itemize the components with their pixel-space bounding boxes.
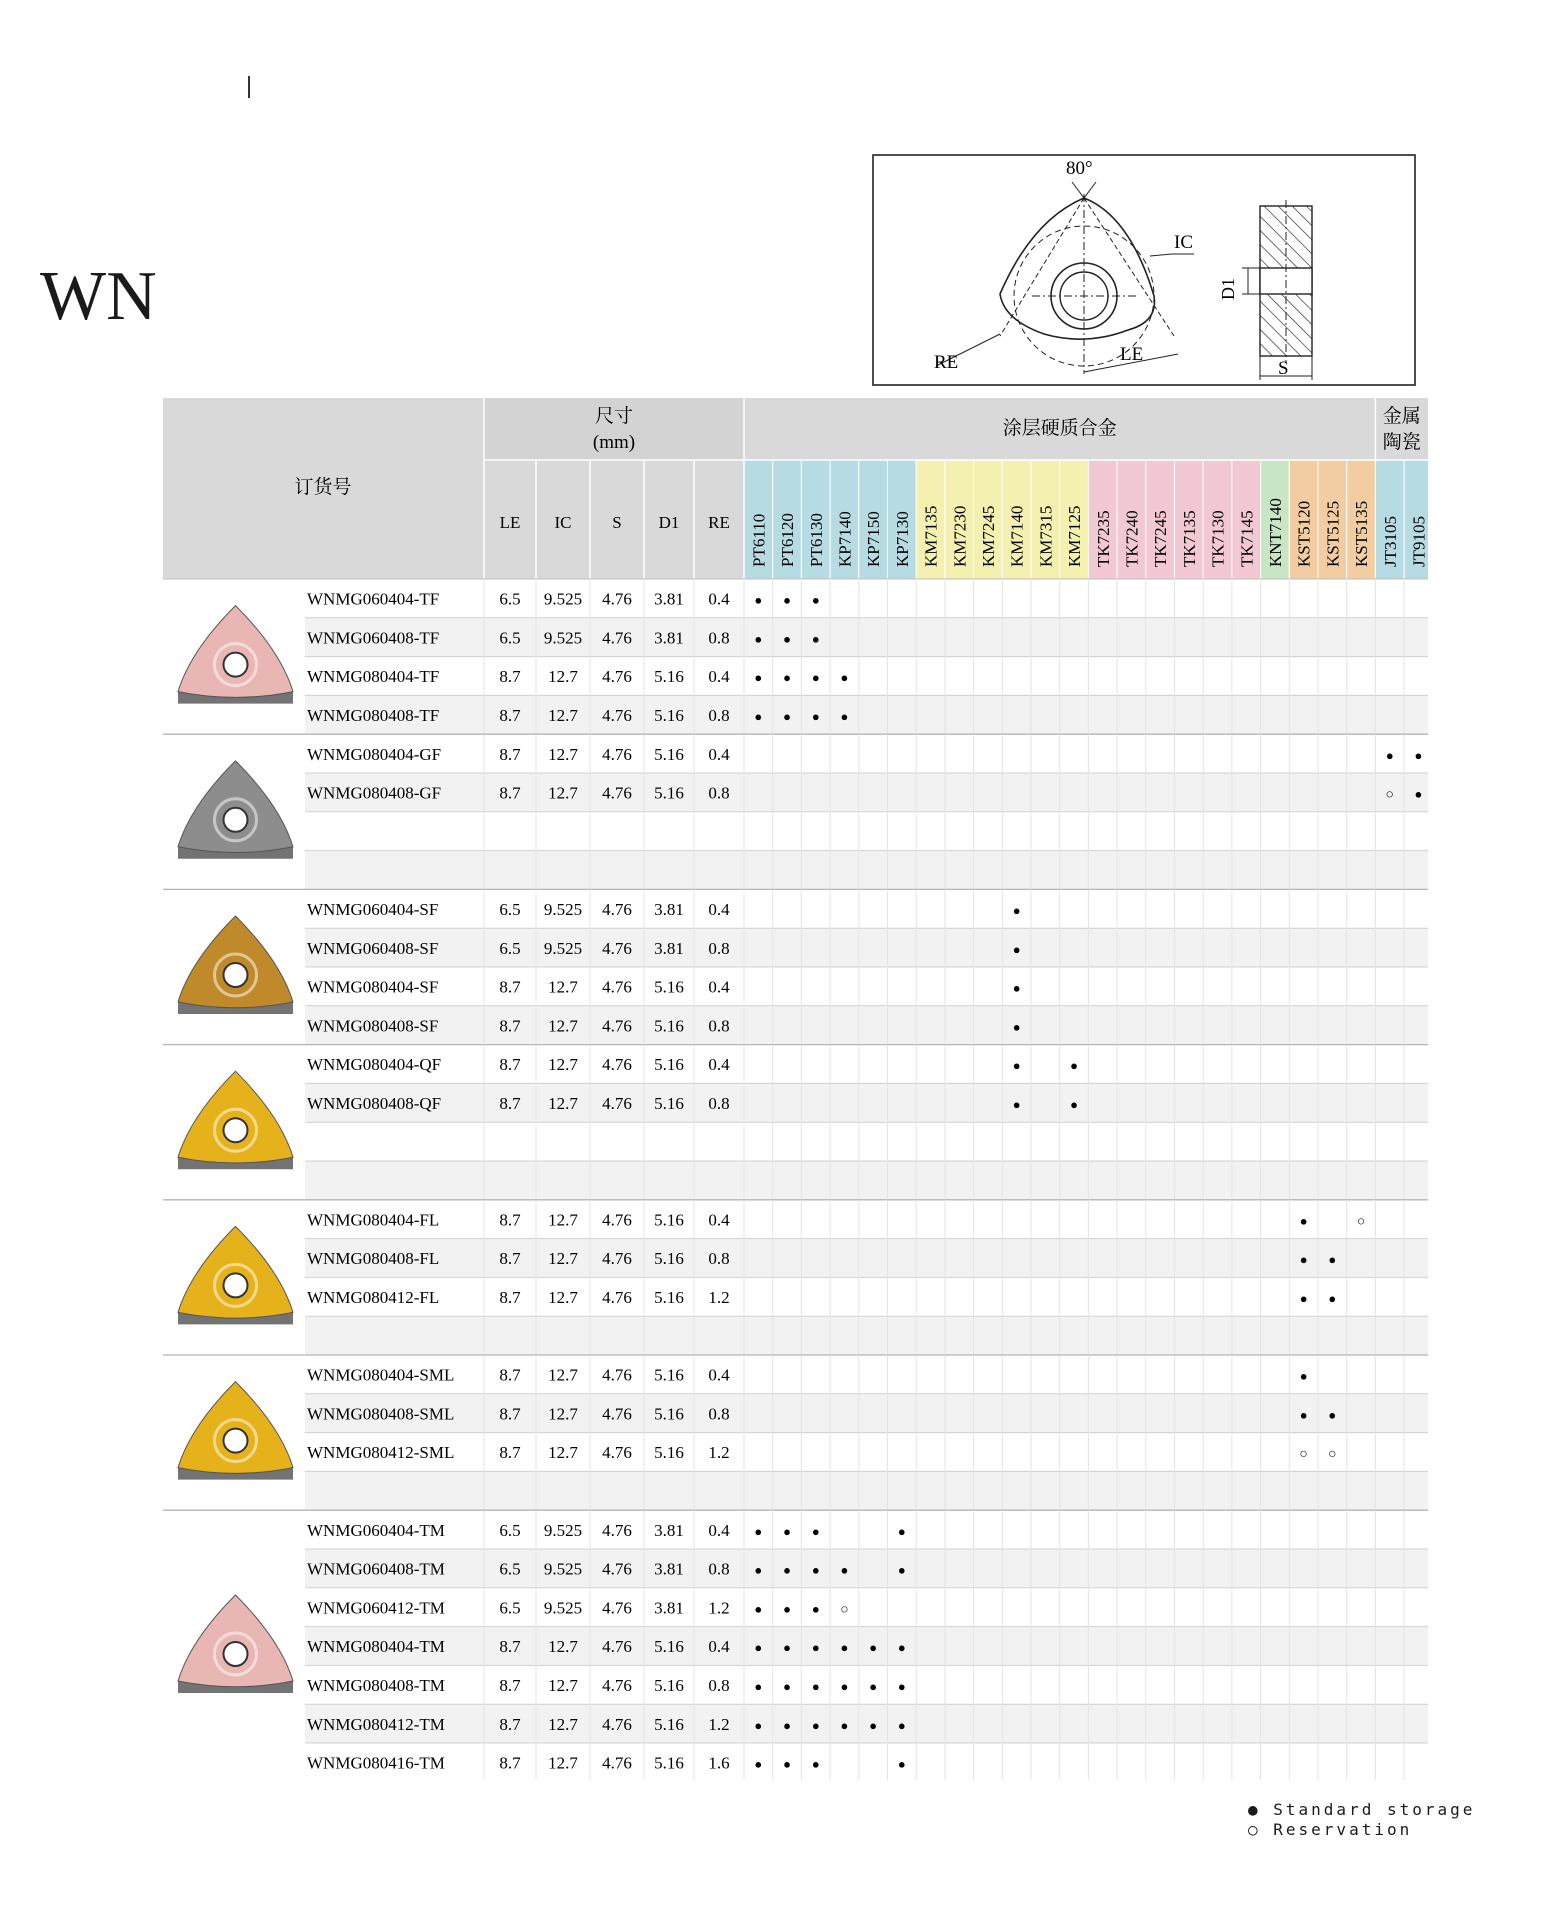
- availability-mark: ●: [811, 1679, 820, 1695]
- availability-mark: ●: [840, 1679, 849, 1695]
- availability-mark: ●: [811, 709, 820, 725]
- dim-s: 4.76: [602, 1016, 632, 1036]
- text-cursor: [248, 76, 250, 98]
- row-stripe: [305, 928, 1428, 967]
- dim-le: 8.7: [499, 744, 521, 764]
- product-table: [163, 398, 1428, 1780]
- dim-s: 4.76: [602, 1637, 632, 1657]
- order-code: WNMG080404-QF: [307, 1055, 442, 1075]
- dim-re: 1.2: [708, 1443, 730, 1463]
- row-stripe: [305, 695, 1428, 734]
- order-code: WNMG060404-SF: [307, 900, 439, 920]
- dim-d1: 5.16: [654, 706, 684, 726]
- dim-ic: 9.525: [543, 628, 583, 648]
- dim-ic: 12.7: [548, 1055, 578, 1075]
- grade-header-km7230: KM7230: [950, 505, 970, 567]
- row-stripe: [305, 1161, 1428, 1200]
- row-stripe: [305, 1006, 1428, 1045]
- availability-mark: ●: [783, 1640, 791, 1656]
- dim-re: 1.6: [708, 1753, 730, 1773]
- dim-s: 4.76: [602, 1404, 632, 1424]
- grade-header-kp7130: KP7130: [892, 511, 912, 567]
- grade-header-tk7245: TK7245: [1151, 510, 1171, 567]
- dim-re: 0.8: [708, 1559, 730, 1579]
- availability-mark: ●: [811, 1640, 820, 1656]
- availability-mark: ●: [783, 670, 791, 686]
- dim-d1: 5.16: [654, 1016, 684, 1036]
- availability-mark: ●: [754, 1679, 763, 1695]
- dim-le: 6.5: [499, 628, 521, 648]
- availability-mark: ●: [897, 1679, 906, 1695]
- dim-d1: 3.81: [654, 900, 684, 920]
- dimensions-header: 尺寸: [594, 405, 634, 427]
- dim-ic: 12.7: [548, 667, 578, 687]
- dim-d1: 5.16: [654, 783, 684, 803]
- dim-re: 0.8: [708, 628, 730, 648]
- dim-re: 1.2: [708, 1714, 730, 1734]
- dim-s: 4.76: [602, 667, 632, 687]
- availability-mark: ●: [897, 1640, 906, 1656]
- dim-s: 4.76: [602, 1559, 632, 1579]
- availability-mark: ●: [754, 1756, 763, 1772]
- availability-mark: ●: [1012, 980, 1021, 996]
- grade-header-km7135: KM7135: [921, 505, 941, 567]
- availability-mark: ●: [811, 592, 820, 608]
- order-code: WNMG060408-TF: [307, 628, 440, 648]
- legend-reservation: ○ Reservation: [1248, 1820, 1413, 1839]
- availability-mark: ○: [1328, 1447, 1337, 1463]
- dim-header-le: LE: [499, 513, 521, 532]
- order-code: WNMG080408-GF: [307, 783, 442, 803]
- dim-le: 8.7: [499, 1094, 521, 1114]
- dim-header-re: RE: [708, 513, 730, 532]
- grade-header-jt9105: JT9105: [1409, 516, 1428, 567]
- dim-s: 4.76: [602, 783, 632, 803]
- insert-image-2: [178, 916, 293, 1014]
- availability-mark: ●: [1299, 1252, 1308, 1268]
- dim-d1: 5.16: [654, 744, 684, 764]
- dim-d1: 5.16: [654, 1753, 684, 1773]
- availability-mark: ●: [1385, 747, 1394, 763]
- s-label: S: [1278, 358, 1289, 379]
- row-stripe: [305, 1083, 1428, 1122]
- dim-ic: 12.7: [548, 783, 578, 803]
- dim-re: 0.8: [708, 1094, 730, 1114]
- dim-le: 6.5: [499, 938, 521, 958]
- dim-re: 0.4: [708, 744, 730, 764]
- insert-geometry-diagram: [872, 154, 1416, 386]
- availability-mark: ●: [754, 1717, 763, 1733]
- dim-s: 4.76: [602, 1520, 632, 1540]
- grade-header-pt6110: PT6110: [749, 513, 769, 567]
- dim-re: 1.2: [708, 1288, 730, 1308]
- order-code: WNMG080408-SML: [307, 1404, 455, 1424]
- order-code: WNMG080412-SML: [307, 1443, 455, 1463]
- grade-header-tk7130: TK7130: [1208, 510, 1228, 567]
- grade-header-tk7240: TK7240: [1122, 510, 1142, 567]
- order-code: WNMG080412-TM: [307, 1714, 445, 1734]
- dim-d1: 5.16: [654, 1210, 684, 1230]
- dim-le: 8.7: [499, 1365, 521, 1385]
- dim-d1: 5.16: [654, 1055, 684, 1075]
- availability-mark: ●: [783, 1756, 791, 1772]
- dim-re: 0.4: [708, 977, 730, 997]
- availability-mark: ●: [811, 631, 820, 647]
- availability-mark: ●: [1299, 1368, 1308, 1384]
- dim-le: 8.7: [499, 1016, 521, 1036]
- order-code: WNMG080404-GF: [307, 744, 442, 764]
- availability-mark: ●: [754, 592, 763, 608]
- dim-s: 4.76: [602, 589, 632, 609]
- dim-d1: 5.16: [654, 1714, 684, 1734]
- dim-s: 4.76: [602, 1249, 632, 1269]
- order-code: WNMG080408-FL: [307, 1249, 440, 1269]
- dim-ic: 9.525: [543, 589, 583, 609]
- dim-le: 6.5: [499, 589, 521, 609]
- dim-le: 8.7: [499, 977, 521, 997]
- dim-le: 8.7: [499, 783, 521, 803]
- dim-le: 8.7: [499, 1637, 521, 1657]
- row-stripe: [305, 1549, 1428, 1588]
- grade-header-kst5135: KST5135: [1352, 500, 1372, 567]
- d1-label: D1: [1218, 278, 1238, 300]
- dim-le: 8.7: [499, 1288, 521, 1308]
- row-stripe: [305, 1239, 1428, 1278]
- availability-mark: ○: [1385, 787, 1394, 803]
- dim-ic: 9.525: [543, 1559, 583, 1579]
- legend: [1248, 1800, 1475, 1840]
- grade-header-kp7150: KP7150: [864, 511, 884, 567]
- dim-re: 0.8: [708, 783, 730, 803]
- cermet-header: 金属: [1382, 405, 1421, 427]
- dim-ic: 12.7: [548, 1016, 578, 1036]
- dim-s: 4.76: [602, 1753, 632, 1773]
- dim-s: 4.76: [602, 1210, 632, 1230]
- dim-header-s: S: [612, 513, 622, 532]
- dim-s: 4.76: [602, 1055, 632, 1075]
- cermet-header-line2: 陶瓷: [1382, 431, 1421, 453]
- availability-mark: ●: [869, 1640, 878, 1656]
- dim-ic: 9.525: [543, 938, 583, 958]
- dim-s: 4.76: [602, 706, 632, 726]
- order-code: WNMG080404-TM: [307, 1637, 445, 1657]
- order-code: WNMG060412-TM: [307, 1598, 445, 1618]
- availability-mark: ●: [754, 1562, 763, 1578]
- dim-s: 4.76: [602, 938, 632, 958]
- dim-s: 4.76: [602, 744, 632, 764]
- availability-mark: ●: [840, 670, 849, 686]
- dim-re: 0.4: [708, 1210, 730, 1230]
- availability-mark: ●: [1328, 1407, 1337, 1423]
- availability-mark: ○: [1356, 1214, 1366, 1230]
- availability-mark: ●: [754, 631, 763, 647]
- dim-header-d1: D1: [658, 513, 680, 532]
- availability-mark: ○: [1299, 1447, 1308, 1463]
- order-code: WNMG080404-SF: [307, 977, 439, 997]
- dim-s: 4.76: [602, 900, 632, 920]
- order-code: WNMG080408-SF: [307, 1016, 439, 1036]
- grade-header-pt6130: PT6130: [806, 513, 826, 567]
- dim-le: 8.7: [499, 1055, 521, 1075]
- availability-mark: ●: [783, 1523, 791, 1539]
- availability-mark: ●: [811, 1601, 820, 1617]
- dim-d1: 5.16: [654, 1094, 684, 1114]
- grade-header-km7140: KM7140: [1007, 505, 1027, 567]
- availability-mark: ●: [783, 592, 791, 608]
- dim-ic: 12.7: [548, 744, 578, 764]
- dim-d1: 5.16: [654, 1443, 684, 1463]
- availability-mark: ●: [1012, 1019, 1021, 1035]
- dim-re: 0.8: [708, 1016, 730, 1036]
- row-stripe: [305, 1704, 1428, 1743]
- dim-re: 0.8: [708, 1404, 730, 1424]
- dim-re: 0.4: [708, 589, 730, 609]
- dim-d1: 3.81: [654, 589, 684, 609]
- dim-d1: 5.16: [654, 1249, 684, 1269]
- order-code: WNMG080404-SML: [307, 1365, 455, 1385]
- dim-le: 6.5: [499, 1559, 521, 1579]
- dim-re: 0.4: [708, 1520, 730, 1540]
- availability-mark: ●: [1414, 747, 1423, 763]
- dim-s: 4.76: [602, 1288, 632, 1308]
- dim-header-ic: IC: [554, 513, 572, 532]
- availability-mark: ●: [811, 1756, 820, 1772]
- dim-s: 4.76: [602, 1676, 632, 1696]
- dim-le: 8.7: [499, 1404, 521, 1424]
- dim-ic: 12.7: [548, 1404, 578, 1424]
- grade-header-knt7140: KNT7140: [1265, 498, 1285, 567]
- availability-mark: ●: [1012, 1058, 1021, 1074]
- dim-d1: 5.16: [654, 1404, 684, 1424]
- availability-mark: ●: [754, 709, 763, 725]
- dim-ic: 12.7: [548, 1094, 578, 1114]
- availability-mark: ●: [754, 1640, 763, 1656]
- dim-le: 8.7: [499, 1714, 521, 1734]
- dim-d1: 3.81: [654, 1598, 684, 1618]
- dim-d1: 5.16: [654, 1365, 684, 1385]
- grade-header-tk7135: TK7135: [1179, 510, 1199, 567]
- availability-mark: ●: [811, 670, 820, 686]
- availability-mark: ●: [869, 1679, 878, 1695]
- availability-mark: ●: [897, 1523, 906, 1539]
- dim-d1: 5.16: [654, 667, 684, 687]
- availability-mark: ●: [840, 1640, 849, 1656]
- order-code: WNMG060404-TF: [307, 589, 440, 609]
- dim-ic: 12.7: [548, 1288, 578, 1308]
- insert-image-1: [178, 761, 293, 859]
- dim-s: 4.76: [602, 1094, 632, 1114]
- dim-ic: 9.525: [543, 1598, 583, 1618]
- dim-re: 0.8: [708, 938, 730, 958]
- dim-le: 6.5: [499, 1598, 521, 1618]
- angle-label: 80°: [1066, 158, 1093, 179]
- availability-mark: ●: [840, 709, 849, 725]
- grade-header-tk7235: TK7235: [1093, 510, 1113, 567]
- availability-mark: ●: [1012, 1097, 1021, 1113]
- dim-d1: 5.16: [654, 977, 684, 997]
- dim-ic: 12.7: [548, 1714, 578, 1734]
- dim-re: 0.8: [708, 1249, 730, 1269]
- insert-image-5: [178, 1382, 293, 1480]
- dim-re: 0.4: [708, 1055, 730, 1075]
- availability-mark: ●: [754, 1523, 763, 1539]
- availability-mark: ●: [897, 1756, 906, 1772]
- availability-mark: ●: [783, 1601, 791, 1617]
- grade-header-kst5125: KST5125: [1323, 500, 1343, 567]
- availability-mark: ●: [783, 1562, 791, 1578]
- page-title: WN: [40, 258, 157, 335]
- order-code: WNMG080408-QF: [307, 1094, 442, 1114]
- grade-header-km7125: KM7125: [1065, 505, 1085, 567]
- dim-re: 0.4: [708, 1365, 730, 1385]
- availability-mark: ●: [1012, 903, 1021, 919]
- availability-mark: ●: [840, 1562, 849, 1578]
- dim-ic: 12.7: [548, 1753, 578, 1773]
- availability-mark: ○: [840, 1602, 849, 1618]
- availability-mark: ●: [897, 1717, 906, 1733]
- availability-mark: ●: [811, 1562, 820, 1578]
- dim-le: 8.7: [499, 667, 521, 687]
- availability-mark: ●: [1299, 1213, 1308, 1229]
- dimensions-unit-header: (mm): [592, 432, 636, 453]
- dim-le: 6.5: [499, 900, 521, 920]
- insert-image-0: [178, 606, 293, 704]
- order-code: WNMG060404-TM: [307, 1520, 445, 1540]
- availability-mark: ●: [840, 1717, 849, 1733]
- dim-s: 4.76: [602, 628, 632, 648]
- row-stripe: [305, 1316, 1428, 1355]
- order-code: WNMG080404-FL: [307, 1210, 440, 1230]
- dim-d1: 5.16: [654, 1288, 684, 1308]
- availability-mark: ●: [783, 631, 791, 647]
- availability-mark: ●: [1328, 1252, 1337, 1268]
- order-code: WNMG060408-TM: [307, 1559, 445, 1579]
- order-code: WNMG060408-SF: [307, 938, 439, 958]
- grade-header-km7245: KM7245: [978, 505, 998, 567]
- row-stripe: [305, 773, 1428, 812]
- order-code: WNMG080408-TF: [307, 706, 440, 726]
- dim-le: 8.7: [499, 1249, 521, 1269]
- dim-ic: 9.525: [543, 1520, 583, 1540]
- availability-mark: ●: [754, 1601, 763, 1617]
- dim-d1: 3.81: [654, 628, 684, 648]
- dim-s: 4.76: [602, 977, 632, 997]
- order-code: WNMG080416-TM: [307, 1753, 445, 1773]
- re-label: RE: [934, 352, 959, 373]
- grade-header-kst5120: KST5120: [1294, 500, 1314, 567]
- order-code: WNMG080412-FL: [307, 1288, 440, 1308]
- availability-mark: ●: [1299, 1291, 1308, 1307]
- dim-ic: 12.7: [548, 1443, 578, 1463]
- dim-ic: 12.7: [548, 1210, 578, 1230]
- availability-mark: ●: [754, 670, 763, 686]
- dim-le: 6.5: [499, 1520, 521, 1540]
- grade-header-km7315: KM7315: [1036, 505, 1056, 567]
- grade-header-pt6120: PT6120: [778, 513, 798, 567]
- dim-le: 8.7: [499, 1676, 521, 1696]
- le-label: LE: [1120, 344, 1144, 365]
- dim-s: 4.76: [602, 1365, 632, 1385]
- dim-d1: 3.81: [654, 938, 684, 958]
- insert-image-3: [178, 1071, 293, 1169]
- order-code: WNMG080408-TM: [307, 1676, 445, 1696]
- dim-re: 1.2: [708, 1598, 730, 1618]
- availability-mark: ●: [783, 1679, 791, 1695]
- availability-mark: ●: [783, 709, 791, 725]
- row-stripe: [305, 1471, 1428, 1510]
- dim-s: 4.76: [602, 1598, 632, 1618]
- availability-mark: ●: [1070, 1097, 1078, 1113]
- order-code: WNMG080404-TF: [307, 667, 440, 687]
- dim-d1: 3.81: [654, 1559, 684, 1579]
- availability-mark: ●: [897, 1562, 906, 1578]
- row-stripe: [305, 1394, 1428, 1433]
- row-stripe: [305, 1627, 1428, 1666]
- availability-mark: ●: [1012, 941, 1021, 957]
- availability-mark: ●: [783, 1717, 791, 1733]
- dim-le: 8.7: [499, 706, 521, 726]
- dim-ic: 12.7: [548, 1365, 578, 1385]
- dim-d1: 5.16: [654, 1637, 684, 1657]
- ic-label: IC: [1174, 232, 1193, 253]
- availability-mark: ●: [1414, 786, 1423, 802]
- grade-header-jt3105: JT3105: [1380, 516, 1400, 567]
- row-stripe: [305, 618, 1428, 657]
- dim-ic: 12.7: [548, 1249, 578, 1269]
- dim-d1: 5.16: [654, 1676, 684, 1696]
- order-no-header: 订货号: [294, 476, 352, 498]
- grade-header-tk7145: TK7145: [1237, 510, 1257, 567]
- dim-le: 8.7: [499, 1753, 521, 1773]
- dim-re: 0.4: [708, 900, 730, 920]
- coated-carbide-header: 涂层硬质合金: [1002, 417, 1117, 439]
- grade-header-kp7140: KP7140: [835, 511, 855, 567]
- availability-mark: ●: [1299, 1407, 1308, 1423]
- dim-ic: 9.525: [543, 900, 583, 920]
- dim-ic: 12.7: [548, 1637, 578, 1657]
- availability-mark: ●: [811, 1717, 820, 1733]
- dim-re: 0.8: [708, 1676, 730, 1696]
- dim-le: 8.7: [499, 1210, 521, 1230]
- dim-d1: 3.81: [654, 1520, 684, 1540]
- dim-s: 4.76: [602, 1443, 632, 1463]
- availability-mark: ●: [869, 1717, 878, 1733]
- dim-ic: 12.7: [548, 706, 578, 726]
- dim-re: 0.8: [708, 706, 730, 726]
- dim-ic: 12.7: [548, 977, 578, 997]
- dim-re: 0.4: [708, 667, 730, 687]
- dim-le: 8.7: [499, 1443, 521, 1463]
- legend-standard: ● Standard storage: [1248, 1800, 1476, 1819]
- insert-image-6: [178, 1595, 293, 1693]
- dim-ic: 12.7: [548, 1676, 578, 1696]
- availability-mark: ●: [1070, 1058, 1078, 1074]
- dim-re: 0.4: [708, 1637, 730, 1657]
- availability-mark: ●: [1328, 1291, 1337, 1307]
- row-stripe: [305, 851, 1428, 890]
- insert-image-4: [178, 1226, 293, 1324]
- availability-mark: ●: [811, 1523, 820, 1539]
- dim-s: 4.76: [602, 1714, 632, 1734]
